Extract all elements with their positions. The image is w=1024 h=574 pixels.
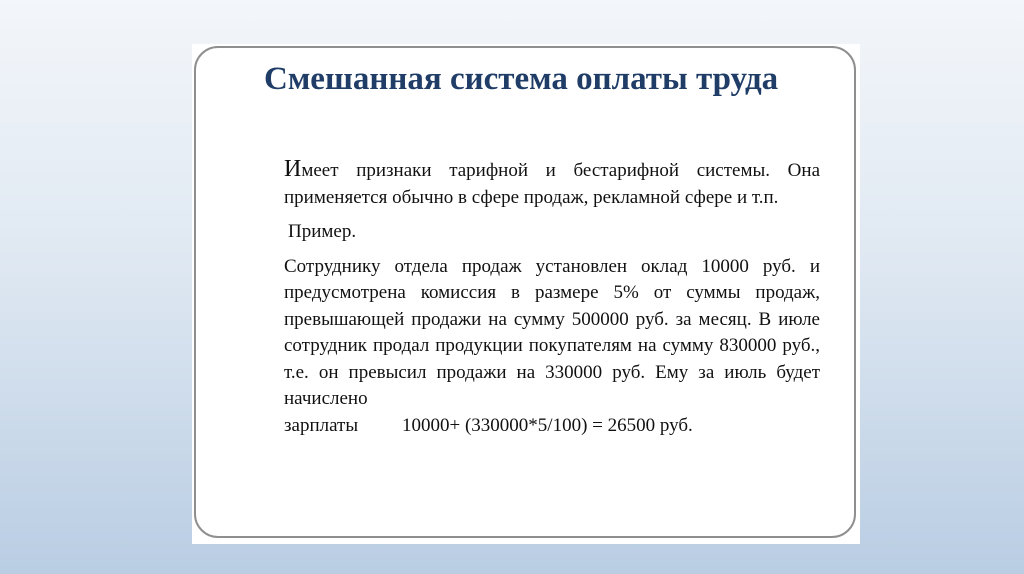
example-label: Пример.: [288, 221, 357, 242]
intro-first-letter: И: [284, 156, 302, 182]
slide-title: Смешанная система оплаты труда: [264, 61, 779, 97]
intro-paragraph: [284, 156, 820, 211]
slide-content: [284, 156, 820, 439]
salary-formula: [284, 413, 820, 440]
formula-label: зарплаты: [284, 414, 359, 436]
intro-text: меет признаки тарифной и бестарифной системы. Она применяется обычно в сфере продаж, рекламной сфере и т.п.: [284, 160, 820, 208]
example-paragraph: [284, 254, 820, 440]
formula-value: 10000+ (330000*5/100) = 26500 руб.: [402, 414, 693, 436]
example-text: Сотруднику отдела продаж установлен оклад 10000 руб. и предусмотрена комиссия в размере 5% от суммы продаж, превышающей продажи на сумму 500000 руб. за месяц. В июле сотрудник продал продукции покупателям на сумму 830000 руб., т.е. он превысил продажи на 330000 руб. Ему за июль будет начислено: [284, 255, 820, 409]
slide: [192, 44, 860, 544]
